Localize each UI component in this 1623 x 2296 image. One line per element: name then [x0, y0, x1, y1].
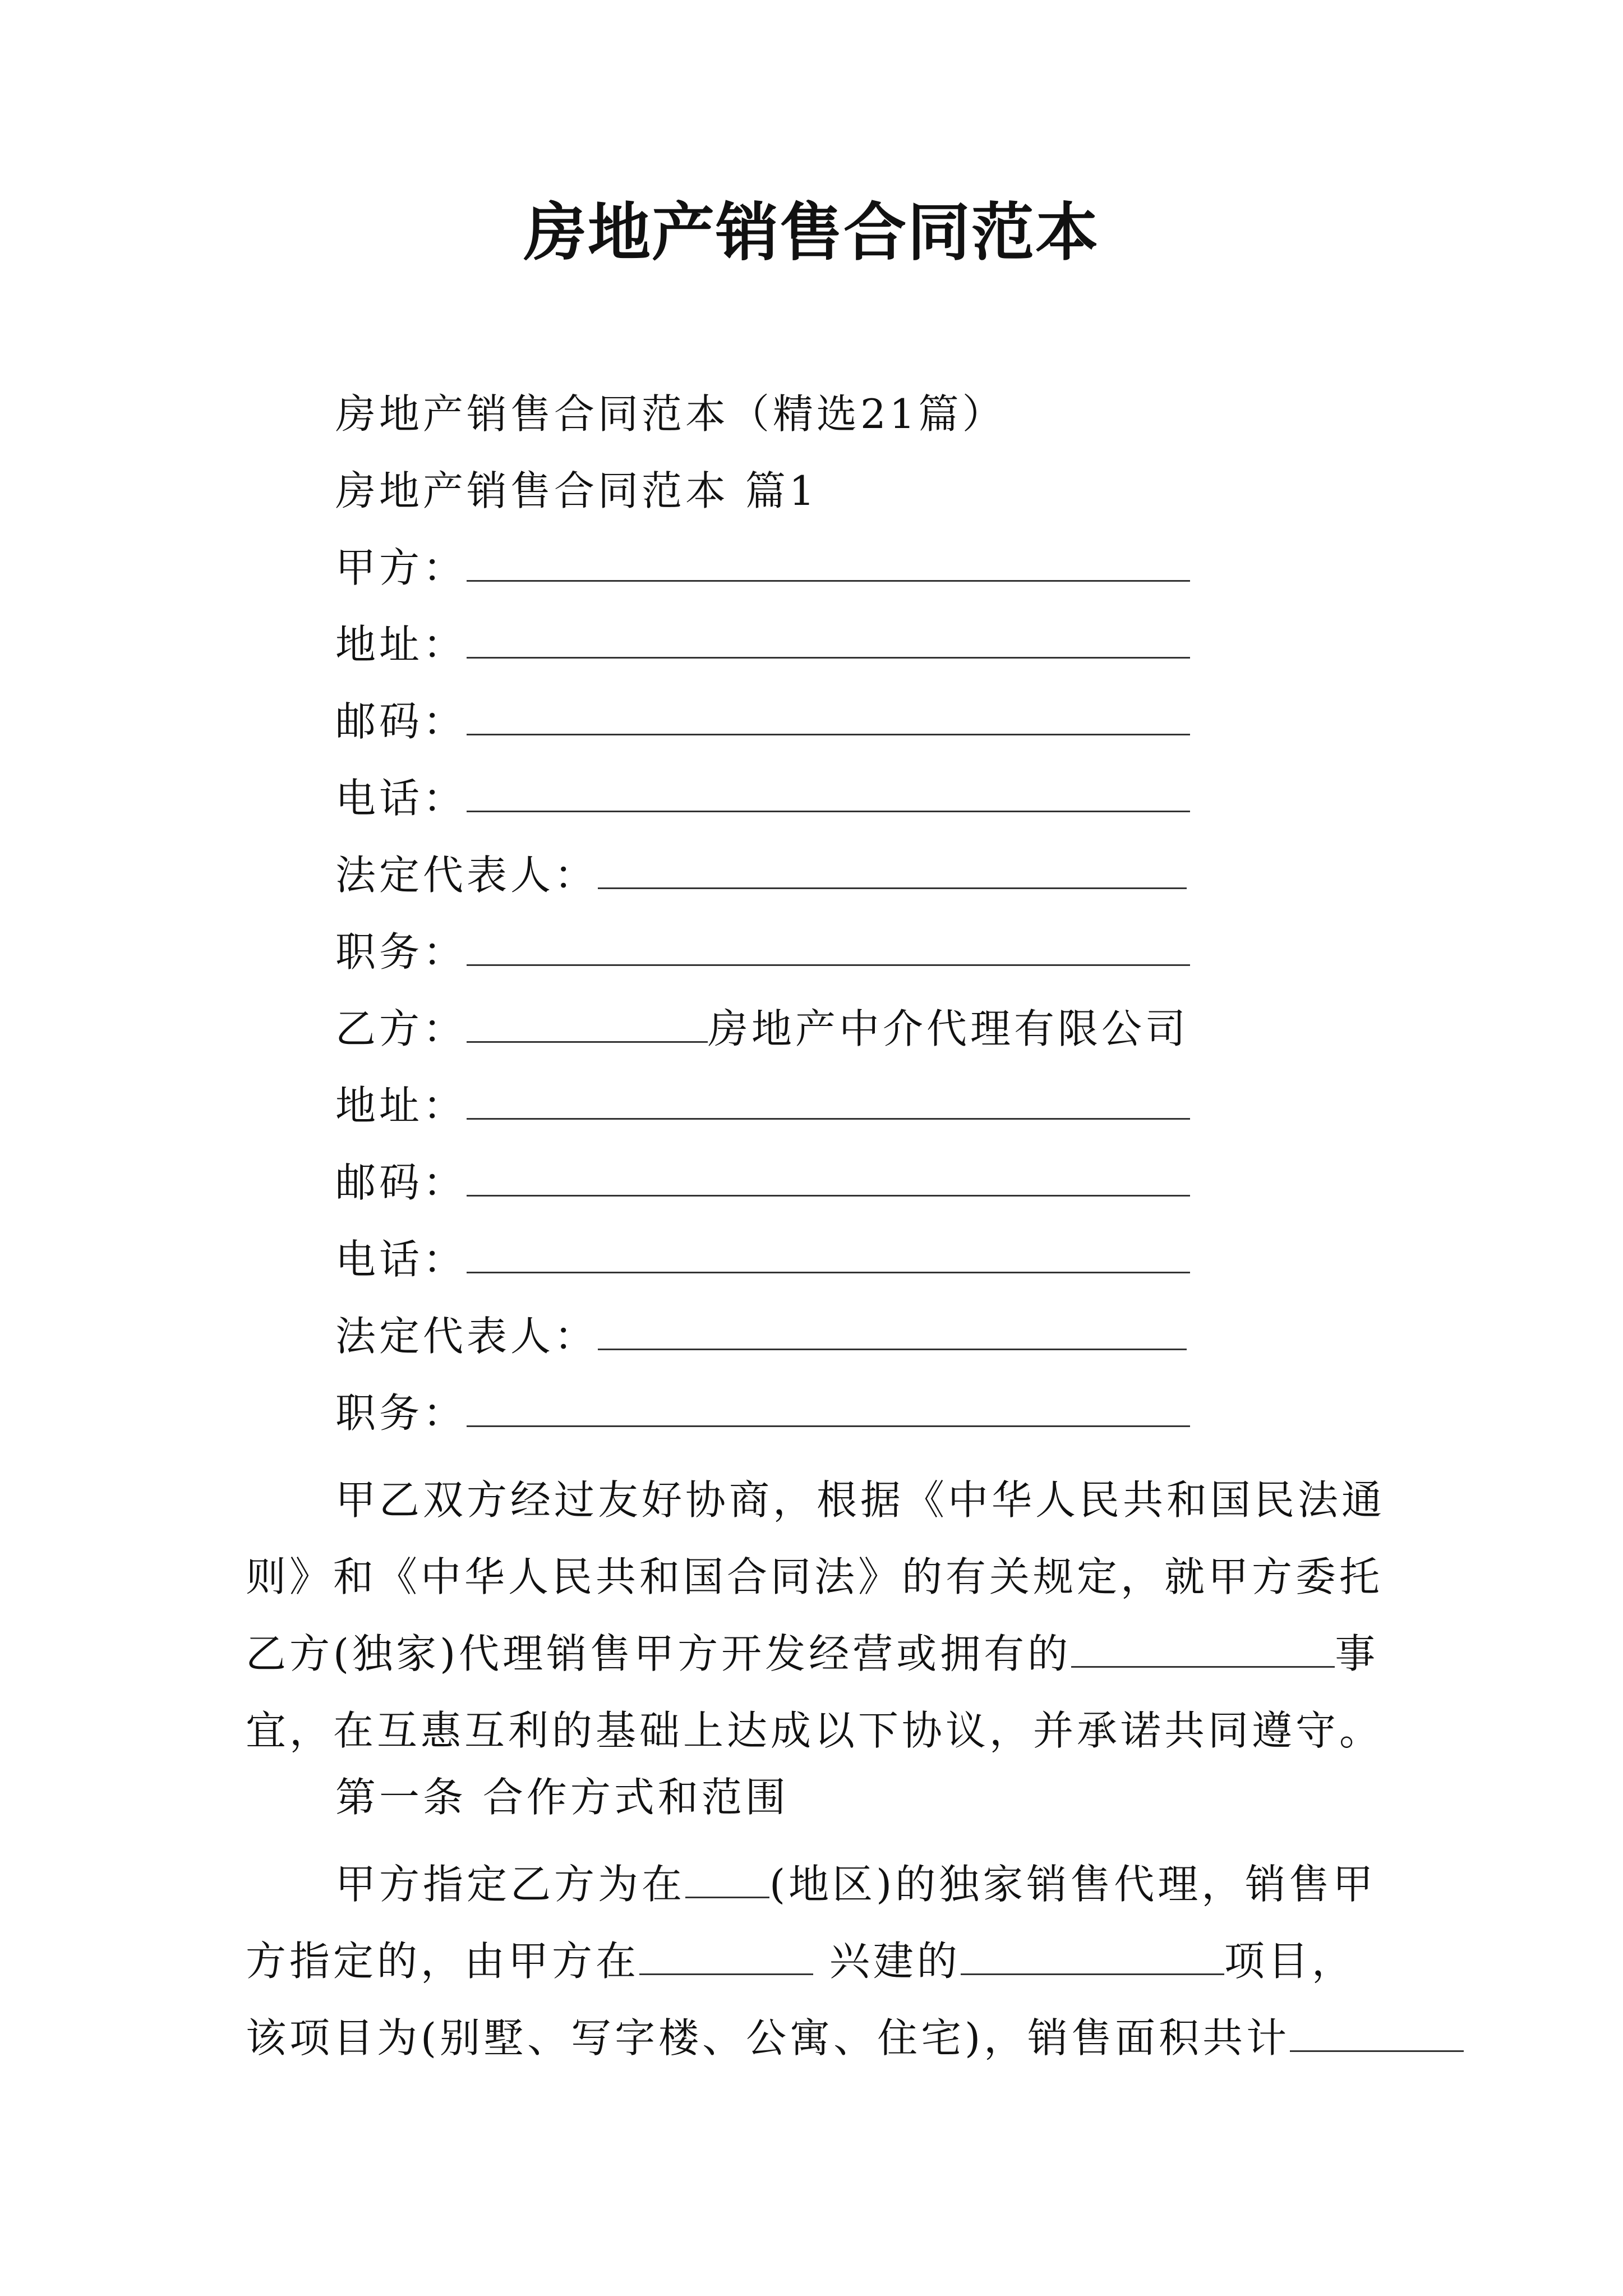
party-a-legal-rep-row — [335, 847, 1457, 903]
area-blank-field[interactable] — [1290, 2011, 1464, 2052]
article-1-text-2a: 方指定的，由甲方在 — [246, 1938, 640, 1985]
intro-line-2 — [246, 1539, 1390, 1616]
party-b-address-row — [335, 1078, 1457, 1134]
party-a-address-row — [335, 616, 1457, 673]
article-1-text-2b: 兴建的 — [813, 1938, 961, 1985]
party-b-legal-rep-row — [335, 1308, 1457, 1364]
party-b-postcode-label: 邮码： — [335, 1159, 467, 1206]
region-blank-field[interactable] — [685, 1857, 769, 1898]
party-b-company-suffix: 房地产中介代理有限公司 — [708, 1005, 1189, 1052]
article-1-text-3a: 该项目为(别墅、写字楼、公寓、住宅)，销售面积共计 — [246, 2014, 1290, 2062]
article-1-text-1a: 甲方指定乙方为在 — [335, 1861, 686, 1908]
party-a-phone-field[interactable] — [467, 771, 1190, 812]
intro-text-2: 则》和《中华人民共和国合同法》的有关规定，就甲方委托 — [246, 1553, 1384, 1600]
party-b-row — [335, 1001, 1457, 1057]
party-b-position-label: 职务： — [335, 1389, 467, 1437]
intro-text-1: 甲乙双方经过友好协商，根据《中华人民共和国民法通 — [335, 1476, 1386, 1524]
article-1-line-3 — [246, 2000, 1390, 2077]
party-a-position-field[interactable] — [467, 925, 1190, 966]
party-b-postcode-field[interactable] — [467, 1156, 1190, 1197]
party-a-legal-rep-label: 法定代表人： — [335, 852, 598, 899]
project-blank-field[interactable] — [1071, 1627, 1335, 1668]
intro-line-4 — [246, 1692, 1390, 1769]
party-a-position-label: 职务： — [335, 928, 467, 976]
location-blank-field[interactable] — [639, 1934, 813, 1975]
party-a-name-field[interactable] — [467, 541, 1190, 582]
intro-line-3 — [246, 1616, 1390, 1692]
article-1-text-1b: (地区)的独家销售代理，销售甲 — [769, 1861, 1377, 1908]
party-a-row — [335, 540, 1457, 596]
party-b-address-label: 地址： — [335, 1082, 467, 1129]
party-a-postcode-field[interactable] — [467, 694, 1190, 735]
project-name-blank-field[interactable] — [961, 1934, 1224, 1975]
article-1-line-1 — [246, 1846, 1390, 1923]
party-b-phone-row — [335, 1231, 1457, 1287]
article-1-line-2 — [246, 1923, 1390, 2000]
intro-text-3b: 事 — [1335, 1630, 1379, 1677]
party-b-legal-rep-label: 法定代表人： — [335, 1313, 598, 1360]
intro-text-4: 宜，在互惠互利的基础上达成以下协议，并承诺共同遵守。 — [246, 1707, 1384, 1754]
party-a-phone-label: 电话： — [335, 775, 467, 822]
section-heading: 房地产销售合同范本 篇1 — [335, 467, 818, 514]
party-b-postcode-row — [335, 1154, 1457, 1211]
intro-paragraph — [246, 1462, 1390, 1769]
party-a-legal-rep-field[interactable] — [598, 848, 1187, 889]
article-1-paragraph — [246, 1846, 1390, 2077]
party-a-label: 甲方： — [335, 544, 467, 591]
party-b-phone-label: 电话： — [335, 1236, 467, 1283]
intro-line-1 — [246, 1462, 1390, 1539]
party-b-position-row — [335, 1385, 1457, 1441]
party-a-address-field[interactable] — [467, 618, 1190, 659]
intro-text-3a: 乙方(独家)代理销售甲方开发经营或拥有的 — [246, 1630, 1072, 1677]
article-1-text-2c: 项目， — [1224, 1938, 1355, 1985]
party-a-postcode-label: 邮码： — [335, 698, 467, 745]
party-b-position-field[interactable] — [467, 1386, 1190, 1427]
party-b-legal-rep-field[interactable] — [598, 1309, 1187, 1350]
document-title: 房地产销售合同范本 — [524, 196, 1099, 269]
party-a-address-label: 地址： — [335, 621, 467, 668]
article-1-heading: 第一条 合作方式和范围 — [335, 1774, 789, 1821]
party-b-label: 乙方： — [335, 1005, 467, 1052]
party-a-postcode-row — [335, 693, 1457, 749]
party-b-address-field[interactable] — [467, 1079, 1190, 1120]
party-b-phone-field[interactable] — [467, 1232, 1190, 1273]
party-b-name-field[interactable] — [467, 1002, 708, 1043]
party-a-position-row — [335, 924, 1457, 980]
party-a-phone-row — [335, 770, 1457, 826]
subtitle: 房地产销售合同范本（精选21篇） — [335, 390, 1006, 438]
